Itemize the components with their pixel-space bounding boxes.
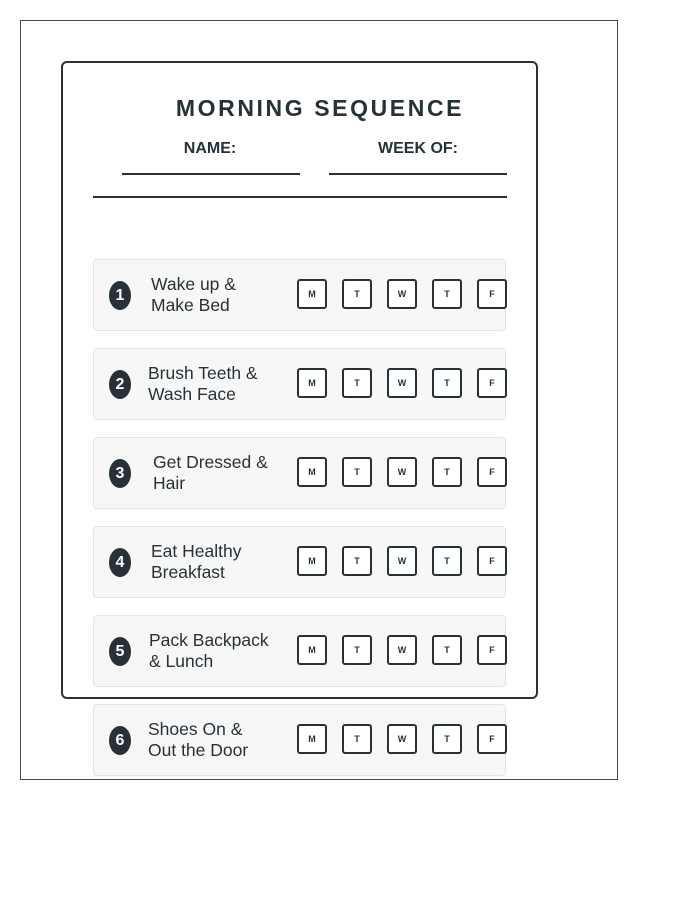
task-row — [93, 348, 506, 420]
checkbox-wednesday[interactable]: W — [387, 279, 417, 309]
task-row — [93, 704, 506, 776]
task-label — [151, 274, 281, 316]
checkbox-friday[interactable]: F — [477, 279, 507, 309]
task-label-line-1: Get Dressed & — [153, 452, 268, 472]
task-row — [93, 259, 506, 331]
checkbox-monday[interactable]: M — [297, 457, 327, 487]
page-title: MORNING SEQUENCE — [175, 95, 465, 121]
checkbox-friday[interactable]: F — [477, 724, 507, 754]
checkbox-wednesday[interactable]: W — [387, 368, 417, 398]
checkbox-monday[interactable]: M — [297, 279, 327, 309]
task-label — [148, 719, 278, 761]
task-number-badge: 5 — [109, 637, 131, 666]
week-of-label: WEEK OF: — [378, 140, 458, 157]
task-label-line-1: Eat Healthy — [151, 541, 242, 561]
checkbox-friday[interactable]: F — [477, 635, 507, 665]
task-label-line-2: Hair — [153, 473, 186, 493]
checkbox-wednesday[interactable]: W — [387, 546, 417, 576]
checkbox-tuesday[interactable]: T — [342, 368, 372, 398]
checkbox-friday[interactable]: F — [477, 546, 507, 576]
checkbox-thursday[interactable]: T — [432, 724, 462, 754]
checkbox-tuesday[interactable]: T — [342, 457, 372, 487]
checkbox-monday[interactable]: M — [297, 635, 327, 665]
checkbox-thursday[interactable]: T — [432, 457, 462, 487]
task-number-badge: 4 — [109, 548, 131, 577]
task-label-line-1: Pack Backpack — [149, 630, 269, 650]
task-label-line-1: Shoes On & — [148, 719, 243, 739]
task-row — [93, 615, 506, 687]
checkbox-thursday[interactable]: T — [432, 368, 462, 398]
checkbox-tuesday[interactable]: T — [342, 724, 372, 754]
task-label-line-2: Breakfast — [151, 562, 225, 582]
checkbox-wednesday[interactable]: W — [387, 724, 417, 754]
week-of-field-line — [329, 173, 507, 175]
checkbox-friday[interactable]: F — [477, 457, 507, 487]
task-label-line-2: Out the Door — [148, 740, 249, 760]
checkbox-tuesday[interactable]: T — [342, 635, 372, 665]
checkbox-wednesday[interactable]: W — [387, 635, 417, 665]
task-label-line-2: Wash Face — [148, 384, 236, 404]
checkbox-thursday[interactable]: T — [432, 279, 462, 309]
header-divider — [93, 196, 507, 198]
task-label-line-1: Wake up & — [151, 274, 236, 294]
task-label — [153, 452, 283, 494]
checkbox-monday[interactable]: M — [297, 724, 327, 754]
checkbox-thursday[interactable]: T — [432, 546, 462, 576]
checkbox-wednesday[interactable]: W — [387, 457, 417, 487]
task-label-line-1: Brush Teeth & — [148, 363, 258, 383]
task-label — [149, 630, 279, 672]
checkbox-friday[interactable]: F — [477, 368, 507, 398]
checkbox-thursday[interactable]: T — [432, 635, 462, 665]
task-number-badge: 2 — [109, 370, 131, 399]
task-label-line-2: & Lunch — [149, 651, 214, 671]
task-number-badge: 6 — [109, 726, 131, 755]
checkbox-tuesday[interactable]: T — [342, 546, 372, 576]
checkbox-monday[interactable]: M — [297, 368, 327, 398]
task-number-badge: 1 — [109, 281, 131, 310]
task-label — [148, 363, 278, 405]
checkbox-tuesday[interactable]: T — [342, 279, 372, 309]
checkbox-monday[interactable]: M — [297, 546, 327, 576]
task-label-line-2: Make Bed — [151, 295, 230, 315]
name-label: NAME: — [183, 140, 237, 157]
name-field-line — [122, 173, 300, 175]
task-number-badge: 3 — [109, 459, 131, 488]
task-row — [93, 437, 506, 509]
task-label — [151, 541, 281, 583]
task-row — [93, 526, 506, 598]
